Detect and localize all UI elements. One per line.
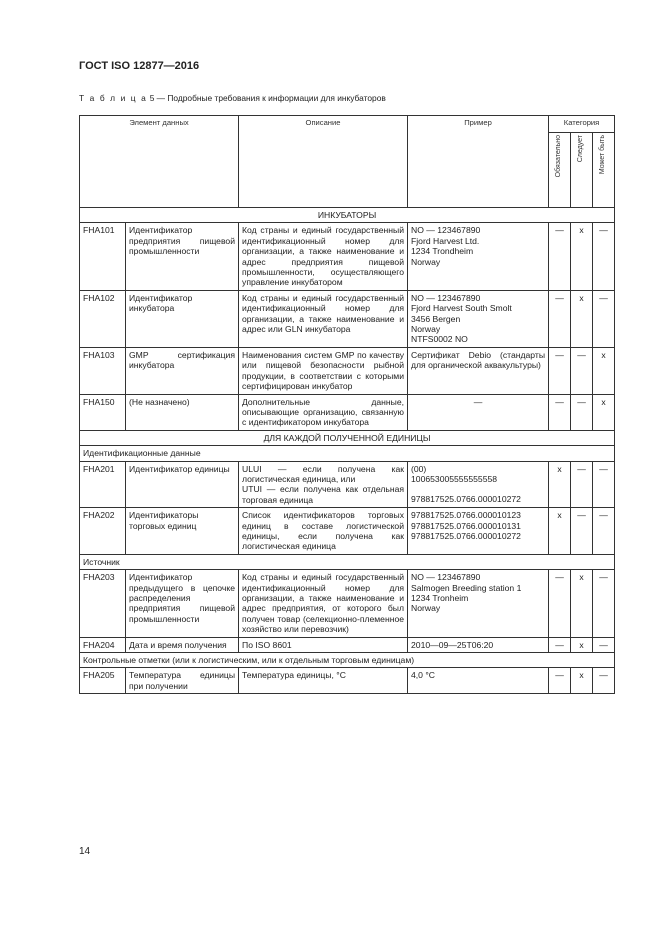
row-mandatory: — bbox=[549, 570, 571, 637]
table-row bbox=[80, 461, 615, 508]
row-should: x bbox=[571, 290, 593, 347]
row-may: — bbox=[593, 570, 615, 637]
row-element: Идентификаторы торговых единиц bbox=[126, 508, 239, 555]
row-example: Сертификат Debio (стандарты для органической аквакультуры) bbox=[408, 347, 549, 394]
header-category: Категория bbox=[549, 116, 615, 133]
table-row bbox=[80, 570, 615, 637]
row-example: NO — 123467890 Fjord Harvest South Smolt 3456 Bergen Norway NTFS0002 NO bbox=[408, 290, 549, 347]
row-should: x bbox=[571, 223, 593, 290]
row-element: Температура единицы при получении bbox=[126, 668, 239, 694]
section-hatcheries: ИНКУБАТОРЫ bbox=[80, 208, 615, 223]
row-description: Наименования систем GMP по качеству или пищевой безопасности рыбной продукции, в соответствии с которыми сертифицирован инкубатор bbox=[239, 347, 408, 394]
row-description: Код страны и единый государственный идентификационный номер для организации, а также наименование и адрес предприятия пищевой промышленности, осуществляющего управление инкубатором bbox=[239, 223, 408, 290]
row-example: NO — 123467890 Fjord Harvest Ltd. 1234 Trondheim Norway bbox=[408, 223, 549, 290]
row-may: — bbox=[593, 637, 615, 652]
row-should: — bbox=[571, 461, 593, 508]
row-mandatory: x bbox=[549, 461, 571, 508]
row-mandatory: — bbox=[549, 347, 571, 394]
document-header: ГОСТ ISO 12877—2016 bbox=[79, 60, 200, 72]
table-caption-label: Т а б л и ц а bbox=[79, 93, 148, 103]
row-may: x bbox=[593, 394, 615, 430]
subsection-row bbox=[80, 554, 615, 569]
row-should: x bbox=[571, 637, 593, 652]
row-may: — bbox=[593, 223, 615, 290]
header-description: Описание bbox=[239, 116, 408, 208]
row-code: FHA201 bbox=[80, 461, 126, 508]
row-should: x bbox=[571, 668, 593, 694]
row-example: 4,0 °С bbox=[408, 668, 549, 694]
row-mandatory: — bbox=[549, 668, 571, 694]
row-description: Список идентификаторов торговых единиц в составе логистической единицы, если получена как логистическая единица bbox=[239, 508, 408, 555]
row-description: Температура единицы, °С bbox=[239, 668, 408, 694]
subsection-control: Контрольные отметки (или к логистическим, или к отдельным торговым единицам) bbox=[80, 653, 615, 668]
row-code: FHA102 bbox=[80, 290, 126, 347]
row-mandatory: — bbox=[549, 637, 571, 652]
row-element: Идентификатор инкубатора bbox=[126, 290, 239, 347]
row-code: FHA204 bbox=[80, 637, 126, 652]
section-row bbox=[80, 430, 615, 445]
row-mandatory: — bbox=[549, 223, 571, 290]
row-element: Идентификатор предприятия пищевой промышленности bbox=[126, 223, 239, 290]
row-code: FHA203 bbox=[80, 570, 126, 637]
row-should: x bbox=[571, 570, 593, 637]
row-element: Дата и время получения bbox=[126, 637, 239, 652]
row-may: — bbox=[593, 461, 615, 508]
row-mandatory: x bbox=[549, 508, 571, 555]
subsection-row bbox=[80, 653, 615, 668]
table-row bbox=[80, 347, 615, 394]
row-description: По ISO 8601 bbox=[239, 637, 408, 652]
row-may: — bbox=[593, 508, 615, 555]
header-example: Пример bbox=[408, 116, 549, 208]
subsection-identification: Идентификационные данные bbox=[80, 446, 615, 461]
row-code: FHA205 bbox=[80, 668, 126, 694]
row-element: GMP сертификация инкубатора bbox=[126, 347, 239, 394]
row-should: — bbox=[571, 347, 593, 394]
row-example: 978817525.0766.000010123 978817525.0766.000010131 978817525.0766.000010272 bbox=[408, 508, 549, 555]
row-should: — bbox=[571, 394, 593, 430]
header-element: Элемент данных bbox=[80, 116, 239, 208]
table-row bbox=[80, 223, 615, 290]
table-row bbox=[80, 394, 615, 430]
table-row bbox=[80, 668, 615, 694]
requirements-table bbox=[79, 115, 615, 694]
row-example: — bbox=[408, 394, 549, 430]
subsection-row bbox=[80, 446, 615, 461]
row-code: FHA150 bbox=[80, 394, 126, 430]
row-description: Дополнительные данные, описывающие организацию, связанную с идентификатором инкубатора bbox=[239, 394, 408, 430]
row-code: FHA103 bbox=[80, 347, 126, 394]
table-row bbox=[80, 637, 615, 652]
header-may: Может быть bbox=[593, 133, 615, 208]
row-description: ULUI — если получена как логистическая единица, или UTUI — если получена как отдельная торговая единица bbox=[239, 461, 408, 508]
table-row bbox=[80, 508, 615, 555]
row-mandatory: — bbox=[549, 290, 571, 347]
header-mandatory: Обязательно bbox=[549, 133, 571, 208]
row-example: 2010—09—25T06:20 bbox=[408, 637, 549, 652]
page-number: 14 bbox=[79, 846, 91, 857]
section-received: ДЛЯ КАЖДОЙ ПОЛУЧЕННОЙ ЕДИНИЦЫ bbox=[80, 430, 615, 445]
row-element: Идентификатор единицы bbox=[126, 461, 239, 508]
subsection-source: Источник bbox=[80, 554, 615, 569]
table-header-row bbox=[80, 116, 615, 133]
row-example: NO — 123467890 Salmogen Breeding station 1 1234 Tronheim Norway bbox=[408, 570, 549, 637]
row-description: Код страны и единый государственный идентификационный номер для организации, а также наименование и адрес предприятия, от которого был получен товар (селекционно-племенное хозяйство или перевозчик) bbox=[239, 570, 408, 637]
row-should: — bbox=[571, 508, 593, 555]
row-description: Код страны и единый государственный идентификационный номер для организации, а также наименование и адрес или GLN инкубатора bbox=[239, 290, 408, 347]
row-element: Идентификатор предыдущего в цепочке распределения предприятия пищевой промышленности bbox=[126, 570, 239, 637]
header-should: Следует bbox=[571, 133, 593, 208]
row-may: — bbox=[593, 668, 615, 694]
table-caption bbox=[79, 93, 386, 103]
row-example: (00) 100653005555555558 978817525.0766.000010272 bbox=[408, 461, 549, 508]
row-may: x bbox=[593, 347, 615, 394]
row-mandatory: — bbox=[549, 394, 571, 430]
row-code: FHA101 bbox=[80, 223, 126, 290]
row-may: — bbox=[593, 290, 615, 347]
row-element: (Не назначено) bbox=[126, 394, 239, 430]
table-row bbox=[80, 290, 615, 347]
row-code: FHA202 bbox=[80, 508, 126, 555]
section-row bbox=[80, 208, 615, 223]
table-caption-text: 5 — Подробные требования к информации для инкубаторов bbox=[149, 93, 386, 103]
